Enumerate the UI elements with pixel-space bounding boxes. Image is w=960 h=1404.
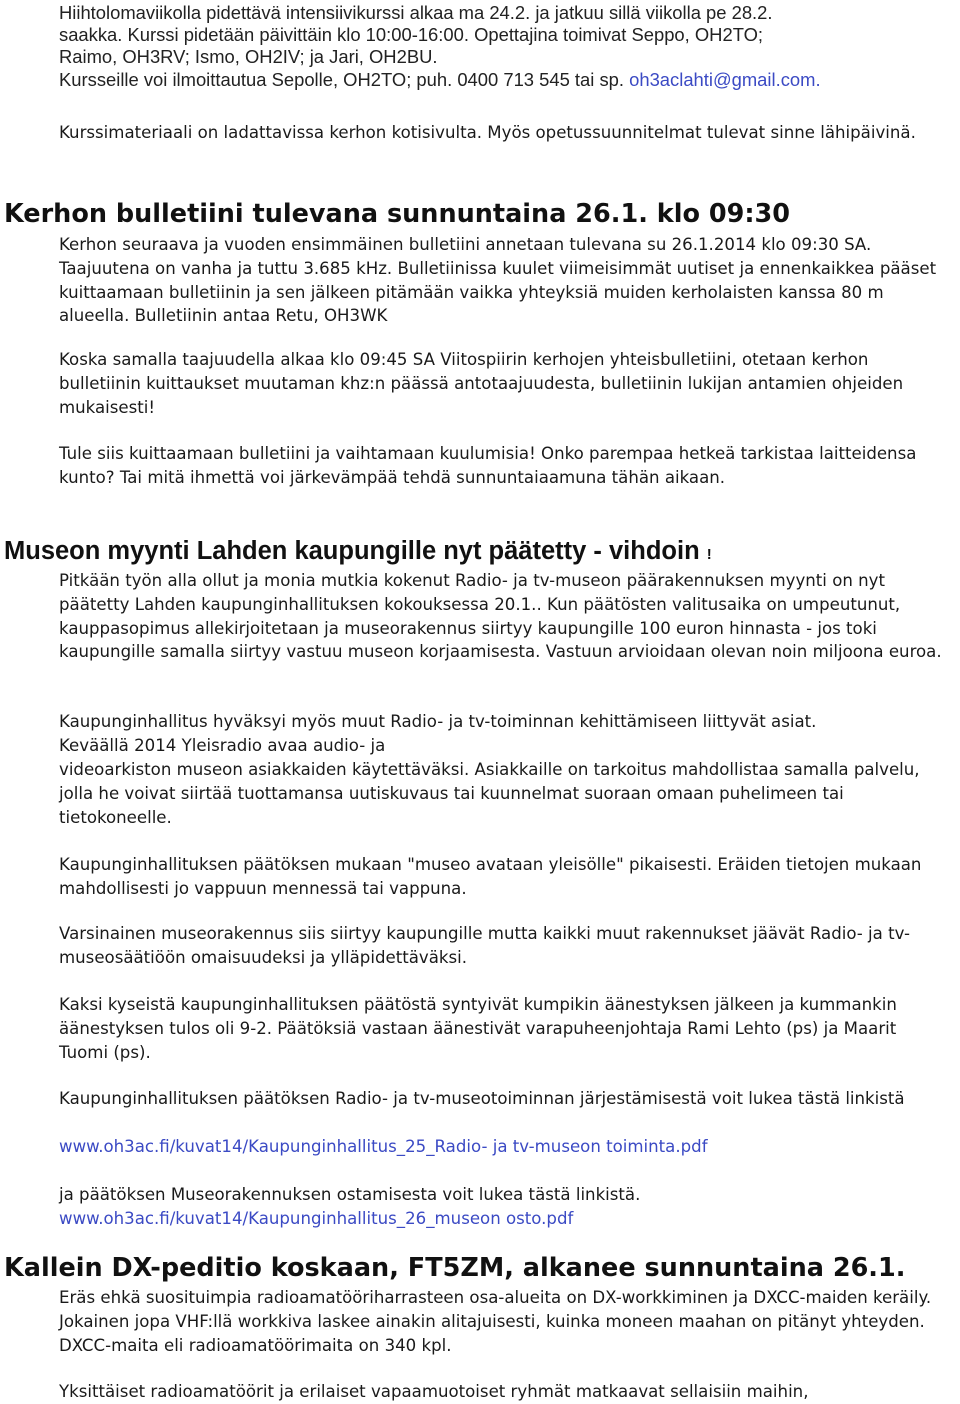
intro-line-3: Raimo, OH3RV; Ismo, OH2IV; ja Jari, OH2BU. (59, 46, 438, 67)
museum-paragraph-5: Kaksi kyseistä kaupunginhallituksen päätöstä syntyivät kumpikin äänestyksen jälkeen ja kummankin äänestyksen tulos oli 9-2. Päätöksiä vastaan äänestivät varapuheenjohtaja Rami Lehto (ps) ja Maarit Tuomi (ps). (59, 995, 897, 1062)
email-link[interactable]: oh3aclahti@gmail.com. (629, 69, 821, 90)
dx-heading: Kallein DX-peditio koskaan, FT5ZM, alkanee sunnuntaina 26.1. (4, 1253, 906, 1283)
bulletin-paragraph-2: Koska samalla taajuudella alkaa klo 09:45 SA Viitospiirin kerhojen yhteisbulletiini, otetaan kerhon bulletiinin kuittaukset muutaman khz:n päässä antotaajuudesta, bulletiinin lukijan antamien ohjeiden mukaisesti! (59, 350, 904, 417)
museum-heading-exclamation: ! (706, 546, 712, 563)
intro-registration-text: Kursseille voi ilmoittautua Sepolle, OH2TO; puh. 0400 713 545 tai sp. (59, 69, 624, 90)
museum-pdf-link-1[interactable]: www.oh3ac.fi/kuvat14/Kaupunginhallitus_25_Radio- ja tv-museon toiminta.pdf (59, 1137, 708, 1156)
course-materials-paragraph: Kurssimateriaali on ladattavissa kerhon kotisivulta. Myös opetussuunnitelmat tulevat sinne lähipäivinä. (59, 123, 916, 142)
dx-paragraph-1: Eräs ehkä suosituimpia radioamatööriharrasteen osa-alueita on DX-workkiminen ja DXCC-maiden keräily. Jokainen jopa VHF:llä workkiva laskee ainakin alitajuisesti, kuinka moneen maahan on pitänyt yhteyden. DXCC-maita eli radioamatöörimaita on 340 kpl. (59, 1288, 932, 1355)
bulletin-paragraph-1: Kerhon seuraava ja vuoden ensimmäinen bulletiini annetaan tulevana su 26.1.2014 klo 09:30 SA. Taajuutena on vanha ja tuttu 3.685 kHz. Bulletiinissa kuulet viimeisimmät uutiset ja ennenkaikkea pääset kuittaamaan bulletiinin ja sen jälkeen pitämään vaikka yhteyksiä muiden kerholaisten kanssa 80 m alueella. Bulletiinin antaa Retu, OH3WK (59, 235, 937, 326)
dx-paragraph-2: Yksittäiset radioamatöörit ja erilaiset vapaamuotoiset ryhmät matkaavat sellaisiin maihin, (59, 1382, 809, 1401)
museum-paragraph-6: Kaupunginhallituksen päätöksen Radio- ja tv-museotoiminnan järjestämisestä voit lukea tästä linkistä (59, 1089, 905, 1108)
bulletin-paragraph-3: Tule siis kuittaamaan bulletiini ja vaihtamaan kuulumisia! Onko parempaa hetkeä tarkistaa laitteidensa kunto? Tai mitä ihmettä voi järkevämpää tehdä sunnuntaiaamuna tähän aikaan. (59, 444, 917, 487)
intro-line-1: Hiihtolomaviikolla pidettävä intensiivikurssi alkaa ma 24.2. ja jatkuu sillä viikolla pe 28.2. (59, 2, 773, 23)
intro-line-2: saakka. Kurssi pidetään päivittäin klo 10:00-16:00. Opettajina toimivat Seppo, OH2TO; (59, 24, 764, 45)
intro-line-4 (59, 69, 950, 92)
museum-paragraph-2a: Kaupunginhallitus hyväksyi myös muut Radio- ja tv-toiminnan kehittämiseen liittyvät asiat. (59, 712, 817, 731)
museum-pdf-link-2[interactable]: www.oh3ac.fi/kuvat14/Kaupunginhallitus_26_museon osto.pdf (59, 1209, 574, 1228)
museum-heading (4, 535, 956, 571)
museum-paragraph-2c: videoarkiston museon asiakkaiden käytettäväksi. Asiakkaille on tarkoitus mahdollistaa samalla palvelu, jolla he voivat siirtää tuottamansa uutiskuvaus tai kuunnelmat suoraan omaan puhelimeen tai tietokoneelle. (59, 760, 920, 827)
bulletin-heading: Kerhon bulletiini tulevana sunnuntaina 26.1. klo 09:30 (4, 199, 791, 229)
museum-paragraph-4: Varsinainen museorakennus siis siirtyy kaupungille mutta kaikki muut rakennukset jäävät Radio- ja tv-museosäätiöön omaisuudeksi ja ylläpidettäväksi. (59, 924, 910, 967)
museum-paragraph-7: ja päätöksen Museorakennuksen ostamisesta voit lukea tästä linkistä. (59, 1185, 641, 1204)
museum-paragraph-2b: Keväällä 2014 Yleisradio avaa audio- ja (59, 736, 386, 755)
museum-paragraph-1: Pitkään työn alla ollut ja monia mutkia kokenut Radio- ja tv-museon päärakennuksen myynti on nyt päätetty Lahden kaupunginhallituksen kokouksessa 20.1.. Kun päätösten valitusaika on umpeutunut, kauppasopimus allekirjoitetaan ja museorakennus siirtyy kaupungille 100 euron hinnasta - jos toki kaupungille samalla siirtyy vastuu museon korjaamisesta. Vastuun arvioidaan olevan noin miljoona euroa. (59, 571, 942, 662)
museum-paragraph-3: Kaupunginhallituksen päätöksen mukaan "museo avataan yleisölle" pikaisesti. Eräiden tietojen mukaan mahdollisesti jo vappuun mennessä tai vappuna. (59, 855, 922, 898)
museum-heading-text: Museon myynti Lahden kaupungille nyt päätetty - vihdoin (4, 537, 700, 565)
